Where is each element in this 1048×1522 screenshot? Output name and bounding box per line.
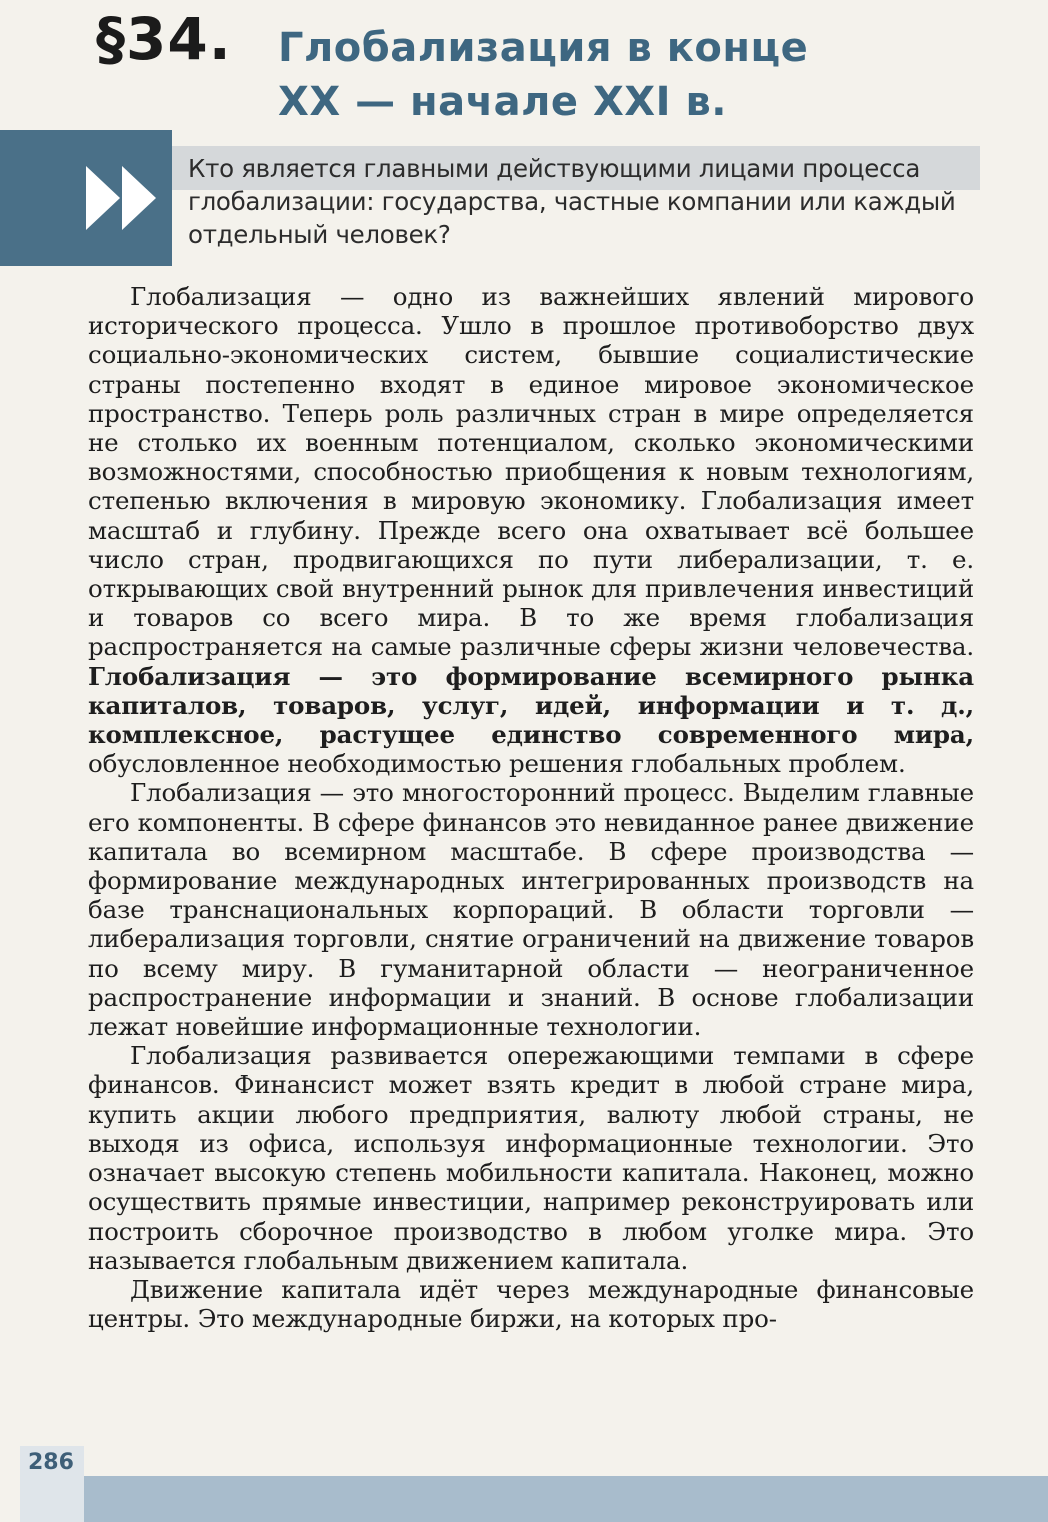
paragraph-2: Глобализация — это многосторонний процесс. Выделим главные его компоненты. В сфере финансов это невиданное ранее движение капитала во всемирном масштабе. В сфере производства — формирование международных интегрированных производств на базе транснациональных корпораций. В области торговли — либерализация торговли, снятие ограничений на движение товаров по всему миру. В гуманитарной области — неограниченное распространение информации и знаний. В основе глобализации лежат новейшие информационные технологии. — [88, 778, 974, 1042]
page-number: 286 — [28, 1450, 74, 1475]
section-title-line-1: Глобализация в конце — [278, 25, 809, 71]
paragraph-1: Глобализация — одно из важнейших явлений мирового исторического процесса. Ушло в прошлое противоборство двух социально-экономических систем, бывшие социалистические страны постепенно входят в единое мировое экономическое пространство. Теперь роль различных стран в мире определяется не столько их военным потенциалом, сколько экономическими возможностями, способностью приобщения к новым технологиям, степенью включения в мировую экономику. Глобализация имеет масштаб и глубину. Прежде всего она охватывает всё большее число стран, продвигающихся по пути либерализации, т. е. открывающих свой внутренний рынок для привлечения инвестиций и товаров со всего мира. В то же время глобализация распространяется на самые различные сферы жизни человечества. Глобализация — это формирование всемирного рынка капиталов, товаров, услуг, идей, информации и т. д., комплексное, растущее единство современного мира, обусловленное необходимостью решения глобальных проблем. — [88, 282, 974, 779]
footer-band — [84, 1476, 1048, 1522]
definition-bold: Глобализация — это формирование всемирного рынка капиталов, товаров, услуг, идей, информации и т. д., комплексное, растущее единство современного мира, — [88, 661, 974, 750]
main-text — [88, 282, 974, 1333]
intro-marker — [0, 130, 172, 266]
paragraph-4: Движение капитала идёт через международные финансовые центры. Это международные биржи, на которых про- — [88, 1274, 974, 1334]
fast-forward-icon — [86, 166, 158, 230]
paragraph-3: Глобализация развивается опережающими темпами в сфере финансов. Финансист может взять кредит в любой стране мира, купить акции любого предприятия, валюту любой страны, не выходя из офиса, используя информационные технологии. Это означает высокую степень мобильности капитала. Наконец, можно осуществить прямые инвестиции, например реконструировать или построить сборочное производство в любом уголке мира. Это называется глобальным движением капитала. — [88, 1041, 974, 1275]
section-title — [96, 5, 996, 126]
section-number: §34. — [96, 5, 232, 73]
section-title-line-2: XX — начале XXI в. — [278, 79, 727, 125]
intro-question: Кто является главными действующими лицами процесса глобализации: государства, частные компании или каждый отдельный человек? — [188, 154, 956, 249]
